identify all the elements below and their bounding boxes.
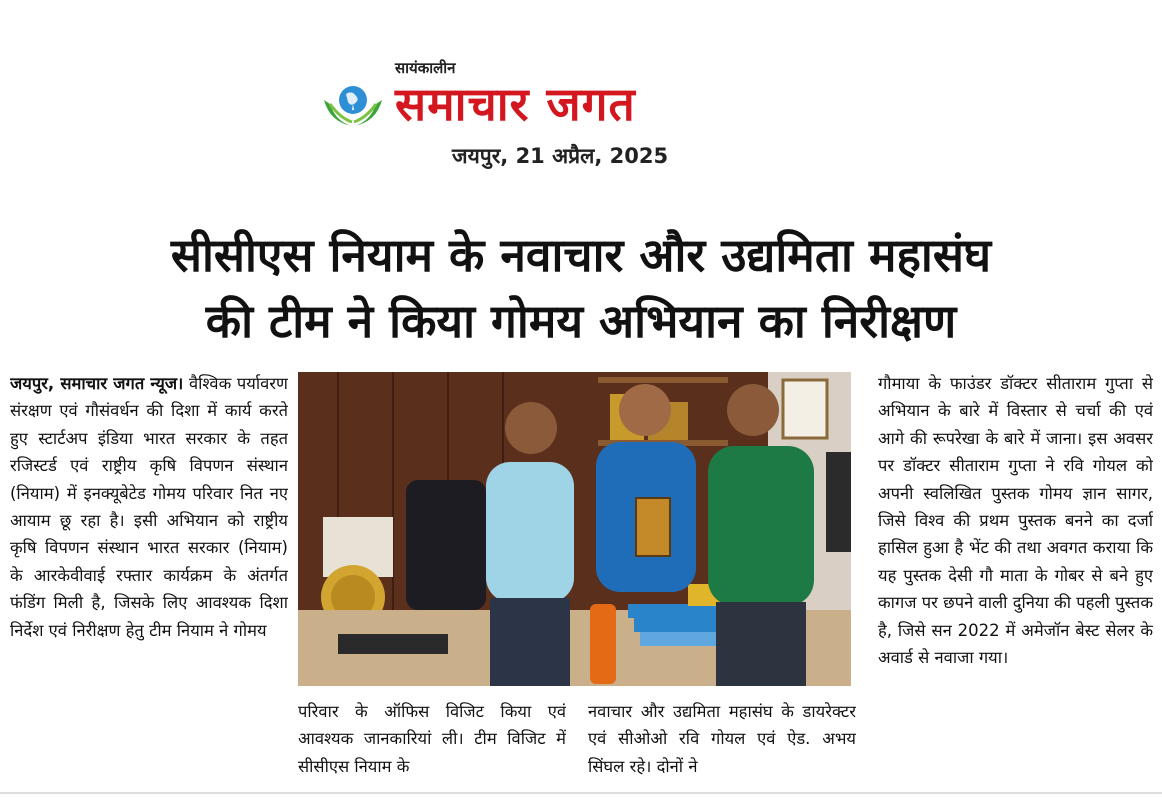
article-column-3: नवाचार और उद्यमिता महासंघ के डायरेक्टर एवं सीओओ रवि गोयल एवं ऐड. अभय सिंघल रहे। दोनों ने: [588, 702, 856, 776]
masthead-pretitle: सायंकालीन: [395, 59, 456, 77]
office-meeting-photo: [298, 372, 851, 686]
headline-line-1: सीसीएस नियाम के नवाचार और उद्यमिता महासंघ: [170, 228, 992, 282]
article-lead: जयपुर, समाचार जगत न्यूज।: [10, 374, 184, 393]
article-photo: [298, 372, 851, 686]
article-column-2: परिवार के ऑफिस विजिट किया एवं आवश्यक जानकारियां ली। टीम विजिट में सीसीएस नियाम के: [298, 702, 566, 776]
headline-line-2: की टीम ने किया गोमय अभियान का निरीक्षण: [205, 294, 957, 348]
article-column-1: [10, 370, 288, 790]
article-column-1-text: वैश्विक पर्यावरण संरक्षण एवं गौसंवर्धन की दिशा में कार्य करते हुए स्टार्टअप इंडिया भारत सरकार के तहत रजिस्टर्ड एवं राष्ट्रीय कृषि विपणन संस्थान (नियाम) में इनक्यूबेटेड गोमय परिवार नित नए आयाम छू रहा है। इसी अभियान को राष्ट्रीय कृषि विपणन संस्थान भारत सरकार (नियाम) के आरकेवीवाई रफ्तार कार्यक्रम के अंतर्गत फंडिंग मिली है, जिसके लिए आवश्यक दिशा निर्देश एवं निरीक्षण हेतु टीम नियाम ने गोमय: [10, 374, 288, 640]
article-column-4: गौमाया के फाउंडर डॉक्टर सीताराम गुप्ता से अभियान के बारे में विस्तार से चर्चा की एवं आगे की रूपरेखा के बारे में जाना। इस अवसर पर डॉक्टर सीताराम गुप्ता ने रवि गोयल को अपनी स्वलिखित पुस्तक गोमय ज्ञान सागर, जिसे विश्व की प्रथम पुस्तक बनने का दर्जा हासिल हुआ है भेंट की तथा अवगत कराया कि यह पुस्तक देसी गौ माता के गोबर से बने हुए कागज पर छपने वाली दुनिया की पहली पुस्तक है, जिसे सन 2022 में अमेजॉन बेस्ट सेलर के अवार्ड से नवाजा गया।: [878, 374, 1153, 668]
headline: [10, 222, 1152, 354]
bottom-divider: [0, 792, 1162, 794]
globe-hands-logo-icon: [322, 80, 384, 128]
newspaper-name: समाचार जगत: [395, 77, 636, 131]
dateline: जयपुर, 21 अप्रैल, 2025: [452, 144, 669, 168]
